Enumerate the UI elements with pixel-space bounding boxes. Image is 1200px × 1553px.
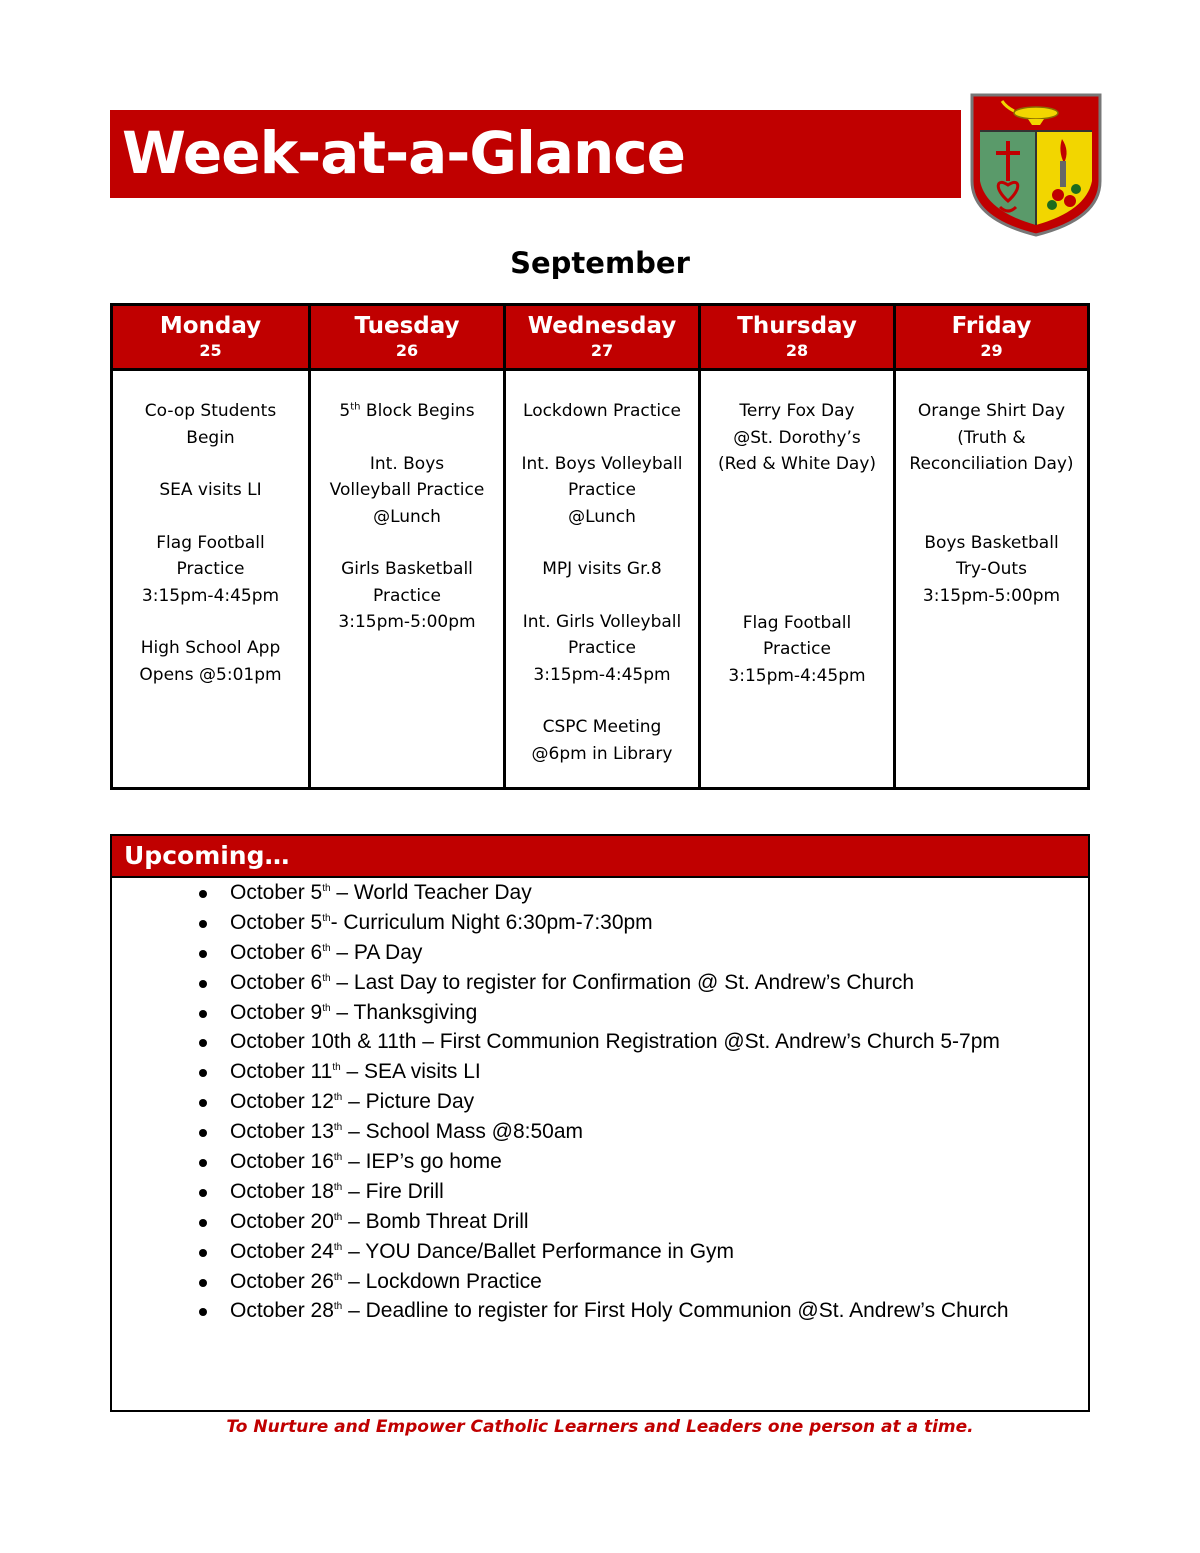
event-line: Volleyball Practice [329, 480, 485, 500]
event-line: Co-op Students [144, 401, 277, 421]
school-crest-logo [966, 89, 1106, 237]
day-events [896, 371, 1087, 609]
bullet-icon [199, 980, 207, 988]
day-header [896, 306, 1087, 371]
event-line: CSPC Meeting [542, 717, 662, 737]
event-line: SEA visits LI [159, 480, 262, 500]
event-line: 3:15pm-5:00pm [338, 612, 476, 632]
bullet-icon [199, 1010, 207, 1018]
day-column-tuesday [308, 306, 503, 787]
title-banner [110, 110, 961, 198]
event-line: Practice [176, 559, 245, 579]
event-line: Begin [186, 427, 235, 448]
event-line: 5th Block Begins [339, 401, 475, 421]
event-line: Flag Football [156, 532, 265, 553]
event-line: Practice [373, 585, 441, 606]
event-line: Flag Football [742, 612, 852, 633]
bullet-icon [199, 1249, 207, 1257]
day-header [113, 306, 308, 371]
day-name: Friday [951, 313, 1032, 339]
upcoming-item-text: October 18th – Fire Drill [230, 1179, 444, 1203]
bullet-icon [199, 1308, 207, 1316]
event-line: Try-Outs [956, 559, 1027, 579]
day-date: 27 [590, 341, 614, 360]
upcoming-item-text: October 13th – School Mass @8:50am [230, 1120, 584, 1144]
event-line: Terry Fox Day [739, 401, 855, 421]
event-line: 3:15pm-4:45pm [533, 664, 671, 685]
event-line: @St. Dorothy’s [733, 427, 861, 448]
event-line: Practice [568, 480, 636, 500]
bullet-icon [199, 1219, 207, 1227]
event-line: Orange Shirt Day [917, 401, 1066, 421]
month-heading: September [510, 246, 690, 280]
upcoming-item-text: October 5th – World Teacher Day [230, 881, 532, 904]
event-line: Int. Girls Volleyball [522, 611, 682, 632]
upcoming-item-text: October 16th – IEP’s go home [230, 1150, 502, 1174]
bullet-icon [199, 1099, 207, 1107]
bullet-icon [199, 920, 207, 928]
upcoming-item-text: October 10th & 11th – First Communion Registration @St. Andrew’s Church 5-7pm [230, 1030, 1000, 1054]
day-column-thursday [698, 306, 893, 787]
day-date: 29 [980, 341, 1003, 360]
day-date: 26 [395, 341, 419, 360]
day-date: 25 [199, 341, 222, 360]
event-line: Boys Basketball [924, 532, 1059, 553]
bullet-icon [199, 1039, 207, 1047]
day-name: Monday [159, 313, 262, 339]
day-header [506, 306, 698, 371]
upcoming-item-text: October 12th – Picture Day [230, 1090, 475, 1114]
bullet-icon [199, 1069, 207, 1077]
event-line: 3:15pm-4:45pm [728, 665, 866, 686]
day-date: 28 [785, 341, 809, 360]
upcoming-item-text: October 24th – YOU Dance/Ballet Performance in Gym [230, 1239, 735, 1263]
event-line: @6pm in Library [531, 743, 673, 764]
event-line: Reconciliation Day) [909, 454, 1074, 474]
upcoming-item-text: October 6th – Last Day to register for Confirmation @ St. Andrew’s Church [230, 970, 915, 994]
day-column-monday [113, 306, 308, 787]
day-name: Tuesday [354, 313, 460, 339]
day-events [701, 371, 893, 689]
day-header [311, 306, 503, 371]
event-line: Int. Boys Volleyball [521, 453, 683, 474]
event-line: @Lunch [568, 506, 636, 527]
bullet-icon [199, 1159, 207, 1167]
event-line: 3:15pm-4:45pm [141, 585, 280, 606]
upcoming-item-text: October 20th – Bomb Threat Drill [230, 1209, 529, 1233]
event-line: 3:15pm-5:00pm [922, 585, 1061, 606]
upcoming-title: Upcoming… [124, 841, 290, 870]
day-header [701, 306, 893, 371]
bullet-icon [199, 890, 207, 898]
upcoming-item-text: October 26th – Lockdown Practice [230, 1269, 542, 1293]
upcoming-item-text: October 28th – Deadline to register for First Holy Communion @St. Andrew’s Church [230, 1299, 1009, 1323]
day-column-wednesday [503, 306, 698, 787]
bullet-icon [199, 1279, 207, 1287]
upcoming-item-text: October 6th – PA Day [230, 940, 423, 964]
event-line: MPJ visits Gr.8 [542, 559, 662, 579]
bullet-icon [199, 1189, 207, 1197]
upcoming-header [112, 836, 1088, 878]
event-line: @Lunch [373, 506, 441, 527]
week-calendar [110, 303, 1090, 790]
event-line: (Red & White Day) [717, 454, 877, 474]
event-line: Opens @5:01pm [139, 664, 282, 685]
upcoming-item-text: October 11th – SEA visits LI [230, 1060, 481, 1084]
day-events [506, 371, 698, 767]
footer-motto: To Nurture and Empower Catholic Learners and Leaders one person at a time. [226, 1417, 974, 1437]
day-events [113, 371, 308, 688]
event-line: Practice [763, 639, 831, 659]
page-title: Week-at-a-Glance [122, 119, 686, 187]
bullet-icon [199, 1129, 207, 1137]
event-line: Lockdown Practice [523, 401, 681, 421]
day-events [311, 371, 503, 636]
upcoming-item-text: October 9th – Thanksgiving [230, 1000, 478, 1024]
day-name: Thursday [737, 313, 857, 339]
day-name: Wednesday [527, 313, 677, 339]
event-line: High School App [140, 638, 281, 658]
day-column-friday [893, 306, 1087, 787]
upcoming-item-text: October 5th- Curriculum Night 6:30pm-7:30pm [230, 910, 653, 934]
upcoming-section [110, 834, 1090, 1412]
event-line: Practice [568, 638, 636, 658]
bullet-icon [199, 950, 207, 958]
event-line: (Truth & [957, 427, 1026, 448]
event-line: Int. Boys [369, 453, 445, 474]
event-line: Girls Basketball [341, 559, 473, 579]
